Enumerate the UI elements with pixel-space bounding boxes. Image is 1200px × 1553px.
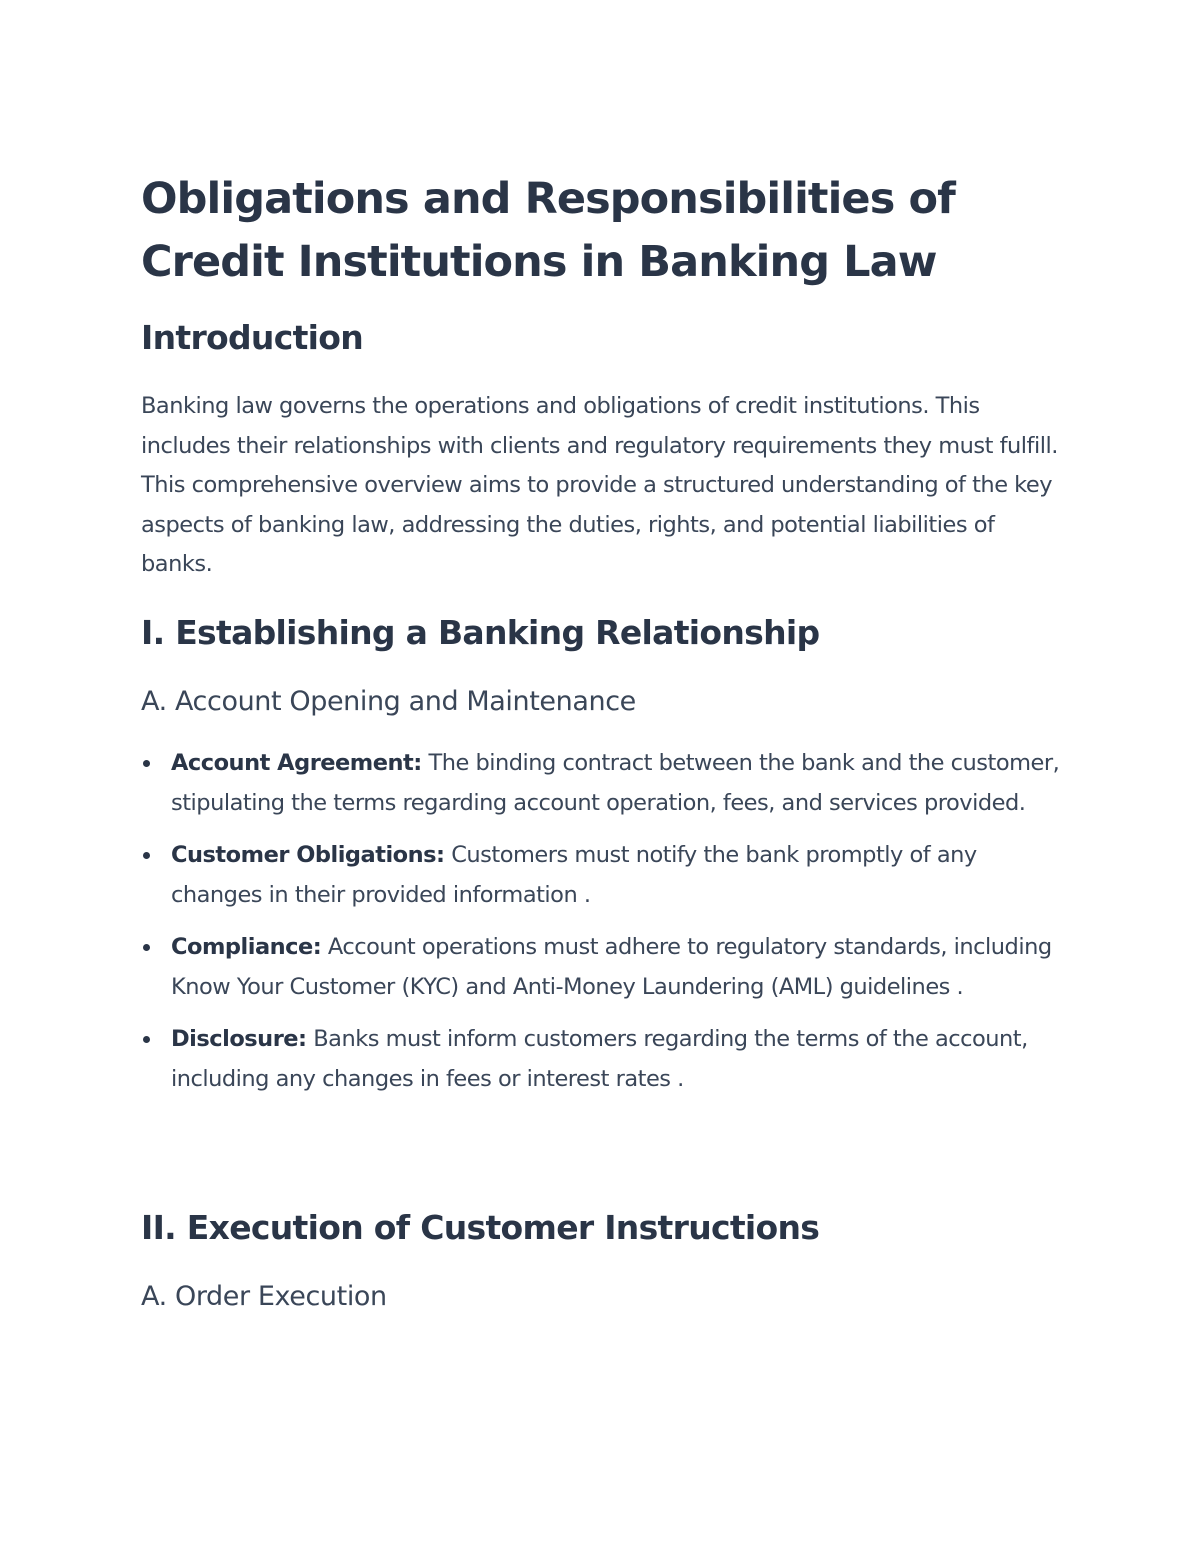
bullet-icon xyxy=(143,760,150,767)
bullet-term: Compliance: xyxy=(171,934,322,960)
introduction-heading: Introduction xyxy=(141,318,364,357)
section-2-heading: II. Execution of Customer Instructions xyxy=(141,1208,820,1247)
bullet-text: Banks must inform customers regarding the terms of the account, including any changes in fees or interest rates . xyxy=(171,1026,1028,1092)
list-item xyxy=(141,1020,1061,1099)
document-title: Obligations and Responsibilities of Credit Institutions in Banking Law xyxy=(141,174,955,287)
bullet-text: Customers must notify the bank promptly of any changes in their provided information . xyxy=(171,842,977,908)
bullet-icon xyxy=(143,852,150,859)
bullet-text: Account operations must adhere to regulatory standards, including Know Your Customer (KYC) and Anti-Money Laundering (AML) guidelines . xyxy=(171,934,1052,1000)
bullet-term: Disclosure: xyxy=(171,1026,307,1052)
bullet-icon xyxy=(143,1036,150,1043)
bullet-text: The binding contract between the bank and the customer, stipulating the terms regarding account operation, fees, and services provided. xyxy=(171,750,1060,816)
section-1-heading: I. Establishing a Banking Relationship xyxy=(141,613,820,652)
section-1a-bullet-list xyxy=(141,744,1061,1112)
list-item xyxy=(141,744,1061,823)
bullet-icon xyxy=(143,944,150,951)
bullet-term: Customer Obligations: xyxy=(171,842,445,868)
introduction-paragraph: Banking law governs the operations and obligations of credit institutions. This includes their relationships with clients and regulatory requirements they must fulfill. This comprehensive overview aims to provide a structured understanding of the key aspects of banking law, addressing the duties, rights, and potential liabilities of banks. xyxy=(141,393,1058,577)
list-item xyxy=(141,836,1061,915)
section-2a-heading: A. Order Execution xyxy=(141,1281,387,1312)
list-item xyxy=(141,928,1061,1007)
bullet-term: Account Agreement: xyxy=(171,750,422,776)
section-1a-heading: A. Account Opening and Maintenance xyxy=(141,686,636,717)
